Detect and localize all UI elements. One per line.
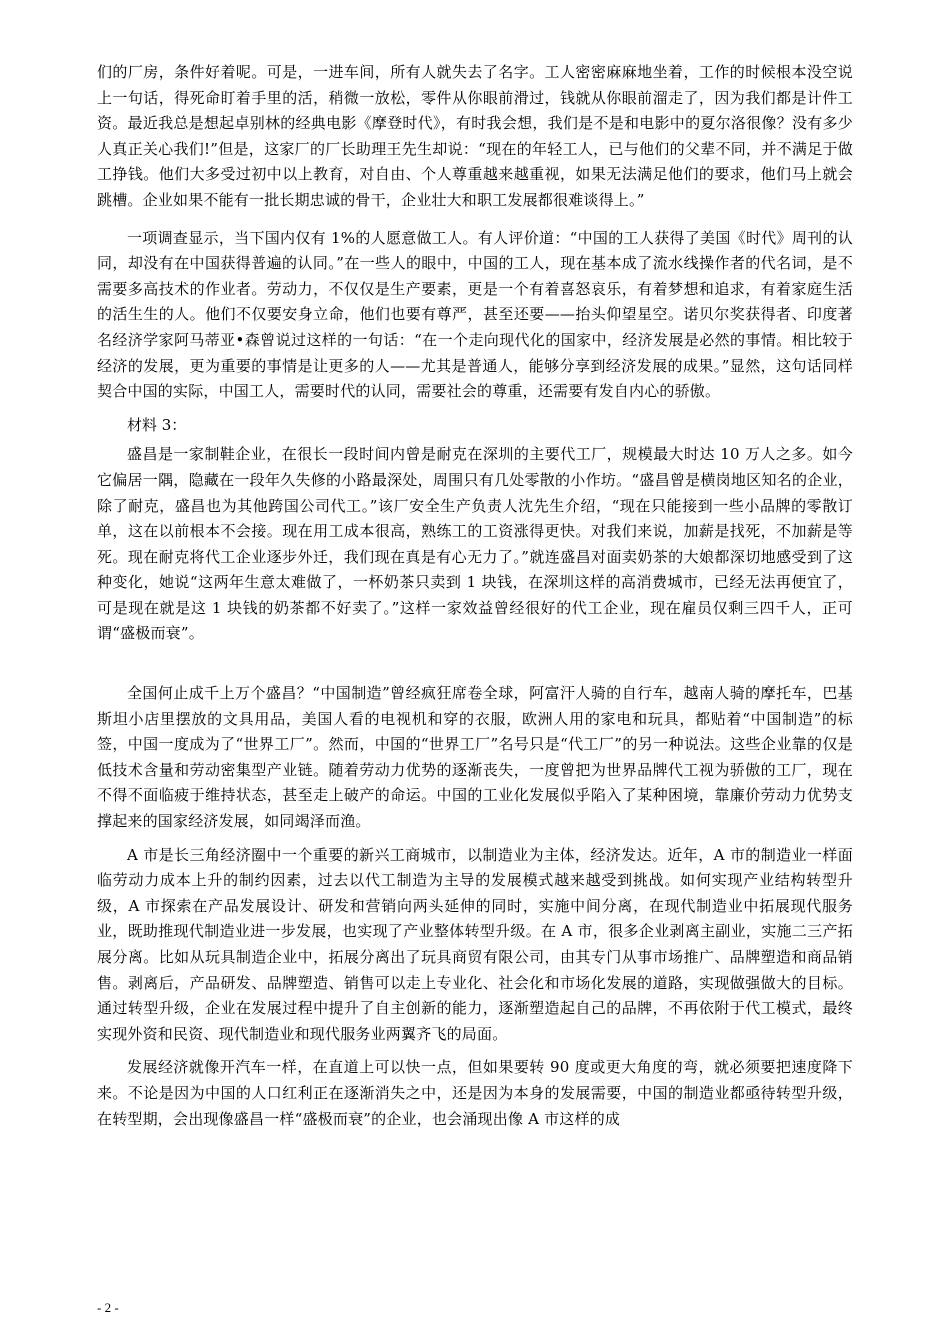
paragraph-6: 发展经济就像开汽车一样，在直道上可以快一点，但如果要转 90 度或更大角度的弯，就必须要把速度降下来。不论是因为中国的人口红利正在逐渐消失之中，还是因为本身的发展需要，中国的制造业都亟待转型升级，在转型期，会出现像盛昌一样“盛极而衰”的企业，也会涌现出像 A 市这样的成 [97, 1058, 853, 1128]
document-body [97, 60, 853, 1132]
paragraph-3: 盛昌是一家制鞋企业，在很长一段时间内曾是耐克在深圳的主要代工厂，规模最大时达 10 万人之多。如今它偏居一隅，隐藏在一段年久失修的小路最深处，周围只有几处零散的小作坊。“盛昌曾是横岗地区知名的企业，除了耐克，盛昌也为其他跨国公司代工。”该厂安全生产负责人沈先生介绍，“现在只能接到一些小品牌的零散订单，这在以前根本不会接。现在用工成本很高，熟练工的工资涨得更快。对我们来说，加薪是找死，不加薪是等死。现在耐克将代工企业逐步外迁，我们现在真是有心无力了。”就连盛昌对面卖奶茶的大娘都深切地感受到了这种变化，她说“这两年生意太难做了，一杯奶茶只卖到 1 块钱，在深圳这样的高消费城市，已经无法再便宜了，可是现在就是这 1 块钱的奶茶都不好卖了。”这样一家效益曾经很好的代工企业，现在雇员仅剩三四千人，正可谓“盛极而衰”。 [97, 445, 853, 643]
page-number: - 2 - [97, 1300, 119, 1315]
paragraph-1: 们的厂房，条件好着呢。可是，一进车间，所有人就失去了名字。工人密密麻麻地坐着，工作的时候根本没空说上一句话，得死命盯着手里的活，稍微一放松，零件从你眼前滑过，钱就从你眼前溜走了，因为我们都是计件工资。最近我总是想起卓别林的经典电影《摩登时代》，有时我会想，我们是不是和电影中的夏尔洛很像？没有多少人真正关心我们!”但是，这家厂的厂长助理王先生却说：“现在的年轻工人，已与他们的父辈不同，并不满足于做工挣钱。他们大多受过初中以上教育，对自由、个人尊重越来越重视，如果无法满足他们的要求，他们马上就会跳槽。企业如果不能有一批长期忠诚的骨干，企业壮大和职工发展都很难谈得上。” [97, 63, 853, 209]
paragraph-4: 全国何止成千上万个盛昌？“中国制造”曾经疯狂席卷全球，阿富汗人骑的自行车，越南人骑的摩托车，巴基斯坦小店里摆放的文具用品，美国人看的电视机和穿的衣服，欧洲人用的家电和玩具，都贴着“中国制造”的标签，中国一度成为了“世界工厂”。然而，中国的“世界工厂”名号只是“代工厂”的另一种说法。这些企业靠的仅是低技术含量和劳动密集型产业链。随着劳动力优势的逐渐丧失，一度曾把为世界品牌代工视为骄傲的工厂，现在不得不面临疲于维持状态，甚至走上破产的命运。中国的工业化发展似乎陷入了某种困境，靠廉价劳动力优势支撑起来的国家经济发展，如同竭泽而渔。 [97, 684, 853, 831]
paragraph-5: A 市是长三角经济圈中一个重要的新兴工商城市，以制造业为主体，经济发达。近年，A 市的制造业一样面临劳动力成本上升的制约因素，过去以代工制造为主导的发展模式越来越受到挑战。如何实现产业结构转型升级，A 市探索在产品发展设计、研发和营销向两头延伸的同时，实施中间分离，在现代制造业中拓展现代服务业，既助推现代制造业进一步发展，也实现了产业整体转型升级。在 A 市，很多企业剥离主副业，实施二三产拓展分离。比如从玩具制造企业中，拓展分离出了玩具商贸有限公司，由其专门从事市场推广、品牌塑造和商品销售。剥离后，产品研发、品牌塑造、销售可以走上专业化、社会化和市场化发展的道路，实现做强做大的目标。通过转型升级，企业在发展过程中提升了自主创新的能力，逐渐塑造起自己的品牌，不再依附于代工模式，最终实现外资和民资、现代制造业和现代服务业两翼齐飞的局面。 [97, 845, 853, 1043]
section-heading-material-3: 材料 3： [127, 415, 187, 434]
paragraph-2: 一项调查显示，当下国内仅有 1%的人愿意做工人。有人评价道：“中国的工人获得了美国《时代》周刊的认同，却没有在中国获得普遍的认同。”在一些人的眼中，中国的工人，现在基本成了流水线操作者的代名词，是不需要多高技术的作业者。劳动力，不仅仅是生产要素，更是一个有着喜怒哀乐，有着梦想和追求，有着家庭生活的活生生的人。他们不仅要安身立命，他们也要有尊严，甚至还要——抬头仰望星空。诺贝尔奖获得者、印度著名经济学家阿马蒂亚•森曾说过这样的一句话：“在一个走向现代化的国家中，经济发展是必然的事情。相比较于经济的发展，更为重要的事情是让更多的人——尤其是普通人，能够分享到经济发展的成果。”显然，这句话同样契合中国的实际，中国工人，需要时代的认同，需要社会的尊重，还需要有发自内心的骄傲。 [97, 228, 853, 401]
